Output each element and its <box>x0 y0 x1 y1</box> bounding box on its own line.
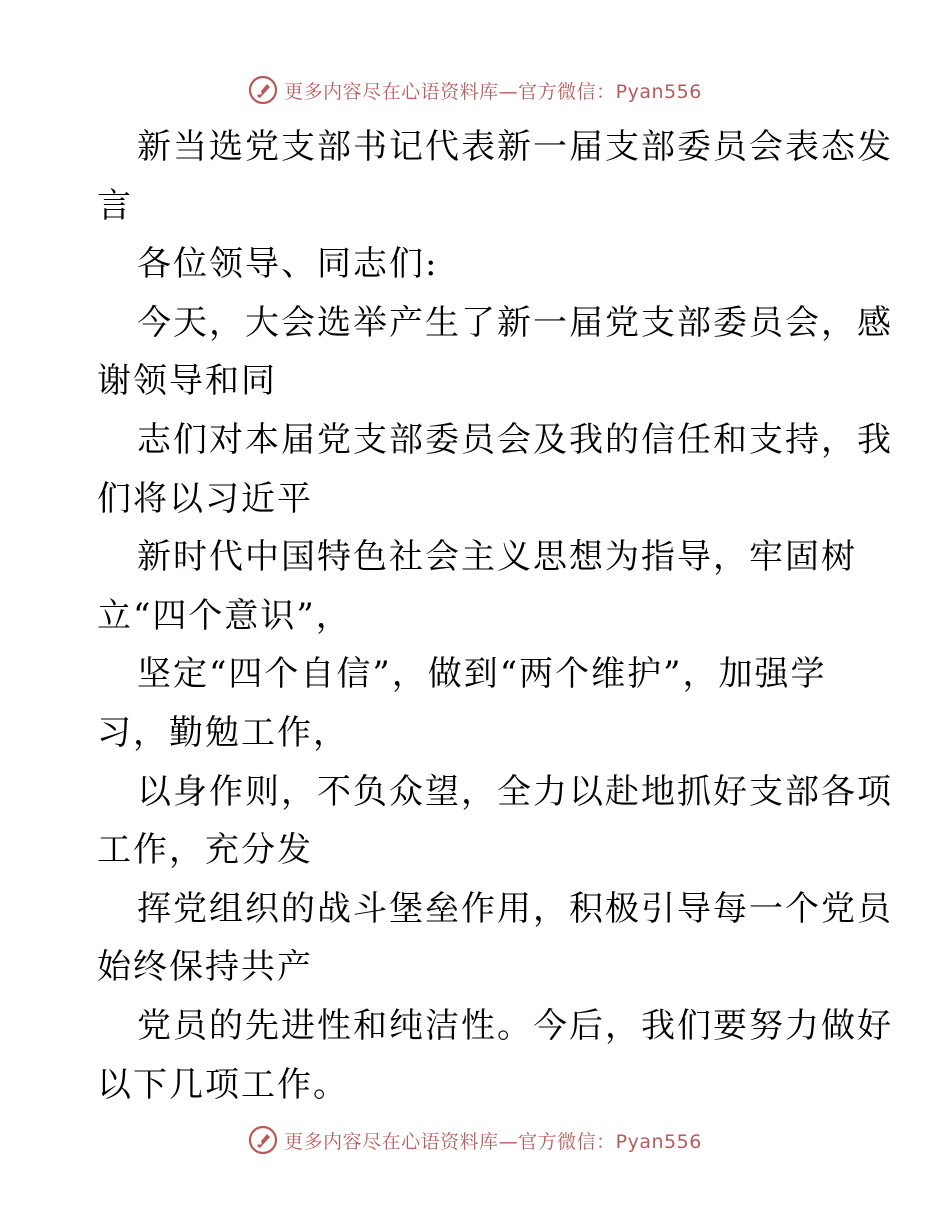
paragraph-line: 谢领导和同 <box>97 361 277 402</box>
document-body <box>97 118 893 1114</box>
paragraph-line: 志们对本届党支部委员会及我的信任和支持，我 <box>137 419 893 460</box>
paragraph-line: 习，勤勉工作， <box>97 712 349 753</box>
paragraph-line: 今天，大会选举产生了新一届党支部委员会，感 <box>137 302 893 343</box>
title-line-2: 言 <box>97 185 133 226</box>
paragraph-line: 党员的先进性和纯洁性。今后，我们要努力做好 <box>137 1005 893 1046</box>
pen-nib-logo-icon <box>248 75 278 105</box>
paragraph-line: 工作，充分发 <box>97 830 313 871</box>
footer-banner-text: 更多内容尽在心语资料库—官方微信：Pyan556 <box>284 1130 702 1153</box>
salutation-line: 各位领导、同志们: <box>137 244 439 285</box>
paragraph-line: 们将以习近平 <box>97 478 313 519</box>
pen-nib-logo-icon <box>248 1125 278 1155</box>
footer-banner <box>0 1120 950 1160</box>
paragraph-line: 新时代中国特色社会主义思想为指导，牢固树 <box>137 537 857 578</box>
header-banner <box>0 70 950 110</box>
paragraph-line: 始终保持共产 <box>97 947 313 988</box>
paragraph-line: 以身作则，不负众望，全力以赴地抓好支部各项 <box>137 771 893 812</box>
paragraph-line: 挥党组织的战斗堡垒作用，积极引导每一个党员 <box>137 888 893 929</box>
title-line-1: 新当选党支部书记代表新一届支部委员会表态发 <box>137 127 893 167</box>
paragraph-line: 坚定“四个自信”，做到“两个维护”，加强学 <box>137 654 827 695</box>
paragraph-line: 立“四个意识”， <box>97 595 352 636</box>
paragraph-line: 以下几项工作。 <box>97 1064 349 1105</box>
header-banner-text: 更多内容尽在心语资料库—官方微信：Pyan556 <box>284 80 702 103</box>
